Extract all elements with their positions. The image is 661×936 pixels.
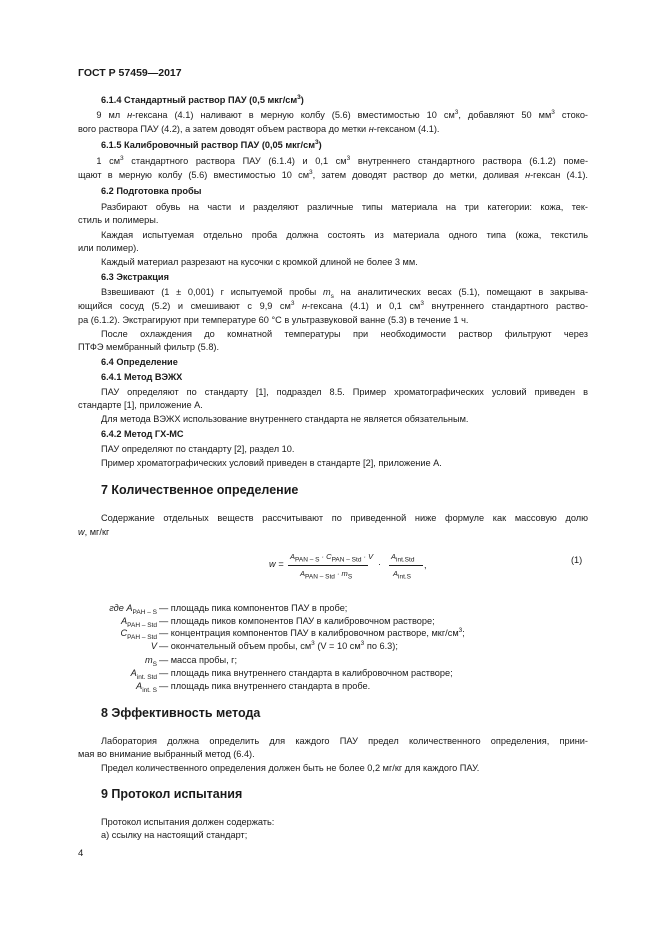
paragraph-line: мая во внимание выбранный метод (6.4).	[78, 749, 255, 759]
section-8-title: 8 Эффективность метода	[101, 706, 261, 720]
page-number: 4	[78, 848, 84, 859]
formula-comma: ,	[424, 560, 427, 570]
paragraph-line: Лаборатория должна определить для каждого ПАУ предел количественного определения, прини-	[101, 736, 588, 746]
var-symbol: $C_{PAH - Std}$	[120, 628, 157, 641]
paragraph-line: ра (6.1.2). Экстрагируют при температуре 60 °С в ультразвуковой ванне (5.3) в течение 1 ч.	[78, 315, 469, 325]
paragraph-line: щают в мерную колбу (5.6) вместимостью 10 $см^3$, затем доводят раствор до метки, доливая н-гексан (4.1).	[78, 168, 588, 180]
var-definition: — концентрация компонентов ПАУ в калибровочном растворе, мкг/$см^3$;	[159, 626, 465, 638]
paragraph-line: или полимер).	[78, 243, 139, 253]
var-symbol: $A_{int. S}$	[136, 681, 157, 694]
formula-dot: ·	[378, 559, 382, 569]
paragraph-line: ПТФЭ мембранный фильтр (5.8).	[78, 342, 220, 352]
var-definition: — площадь пика внутреннего стандарта в пробе.	[159, 681, 371, 691]
paragraph-line: Взвешивают (1 ± 0,001) г испытуемой пробы $m_s$ на аналитических весах (5.1), помещают в закрыва-	[101, 287, 588, 300]
section-6-1-4-title: 6.1.4 Стандартный раствор ПАУ (0,5 мкг/$см^3$)	[101, 93, 304, 105]
paragraph-line: Каждый материал разрезают на кусочки с кромкой длиной не более 3 мм.	[101, 257, 418, 267]
paragraph-line: Протокол испытания должен содержать:	[101, 817, 275, 827]
section-7-title: 7 Количественное определение	[101, 483, 299, 497]
paragraph-line: вого раствора ПАУ (4.2), а затем доводят объем раствора до метки н-гексаном (4.1).	[78, 124, 440, 134]
paragraph-line: 1 $см^3$ стандартного раствора ПАУ (6.1.4) и 0,1 $см^3$ внутреннего стандартного раствора (6.1.2) поме-	[96, 154, 589, 166]
section-6-1-5-title: 6.1.5 Калибровочный раствор ПАУ (0,05 мкг/$см^3$)	[101, 138, 322, 150]
formula-denominator-1: $A_{PAN - Std} \cdot m_S$	[300, 569, 353, 581]
var-definition: — окончательный объем пробы, $см^3$ (V = 10 $см^3$ по 6.3);	[159, 639, 398, 651]
formula-numerator-1: $A_{PAN - S} \cdot C_{PAN - Std} \cdot V$	[290, 552, 374, 564]
paragraph-line: Для метода ВЭЖХ использование внутреннего стандарта не является обязательным.	[101, 414, 469, 424]
paragraph-line: 9 мл н-гексана (4.1) наливают в мерную колбу (5.6) вместимостью 10 $см^3$, добавляют 50 $мм^3$ стоко-	[96, 108, 588, 120]
var-symbol: $A_{int. Std}$	[130, 668, 157, 681]
paragraph-line: w, мг/кг	[78, 527, 110, 537]
paragraph-line: ющийся сосуд (5.2) и смешивают с 9,9 $см^3$ н-гексана (4.1) и 0,1 $см^3$ внутреннего стандартного раство-	[78, 299, 589, 311]
fraction-bar	[389, 565, 423, 566]
section-6-4-1-title: 6.4.1 Метод ВЭЖХ	[101, 372, 183, 382]
document-code-header: ГОСТ Р 57459—2017	[78, 67, 182, 79]
var-definition: — масса пробы, г;	[159, 655, 238, 665]
paragraph-line: Пример хроматографических условий приведен в стандарте [2], приложение А.	[101, 458, 442, 468]
paragraph-line: стандарте [1], приложение А.	[78, 400, 203, 410]
formula-number: (1)	[571, 555, 583, 565]
paragraph-line: Содержание отдельных веществ рассчитывают по приведенной ниже формуле как массовую долю	[101, 513, 588, 523]
fraction-bar	[288, 565, 368, 566]
paragraph-line: Предел количественного определения должен быть не более 0,2 мг/кг для каждого ПАУ.	[101, 763, 480, 773]
section-6-2-title: 6.2 Подготовка пробы	[101, 186, 202, 196]
var-symbol: где $A_{PAH - S}$	[109, 603, 157, 616]
var-definition: — площадь пиков компонентов ПАУ в калибровочном растворе;	[159, 616, 435, 626]
section-6-4-2-title: 6.4.2 Метод ГХ-МС	[101, 429, 184, 439]
var-symbol: $A_{PAH - Std}$	[120, 616, 157, 629]
var-definition: — площадь пика внутреннего стандарта в калибровочном растворе;	[159, 668, 453, 678]
formula-numerator-2: $A_{int.Std}$	[391, 552, 415, 564]
paragraph-line: Разбирают обувь на части и разделяют различные типы материала на три категории: кожа, тек-	[101, 202, 588, 212]
paragraph-line: ПАУ определяют по стандарту [2], раздел 10.	[101, 444, 295, 454]
var-symbol: $m_S$	[145, 655, 157, 668]
formula-lhs: w =	[269, 559, 284, 569]
paragraph-line: стиль и полимеры.	[78, 215, 159, 225]
var-symbol: V	[150, 641, 157, 651]
list-item: а) ссылку на настоящий стандарт;	[101, 830, 248, 840]
var-definition: — площадь пика компонентов ПАУ в пробе;	[159, 603, 348, 613]
section-6-4-title: 6.4 Определение	[101, 357, 178, 367]
paragraph-line: ПАУ определяют по стандарту [1], подраздел 8.5. Пример хроматографических условий приведен в	[101, 387, 588, 397]
paragraph-line: После охлаждения до комнатной температуры при необходимости раствор фильтруют через	[101, 329, 588, 339]
formula-denominator-2: $A_{int.S}$	[393, 569, 412, 581]
section-9-title: 9 Протокол испытания	[101, 787, 243, 801]
paragraph-line: Каждая испытуемая отдельно проба должна состоять из материала одного типа (кожа, текстиль	[101, 230, 588, 240]
section-6-3-title: 6.3 Экстракция	[101, 272, 169, 282]
